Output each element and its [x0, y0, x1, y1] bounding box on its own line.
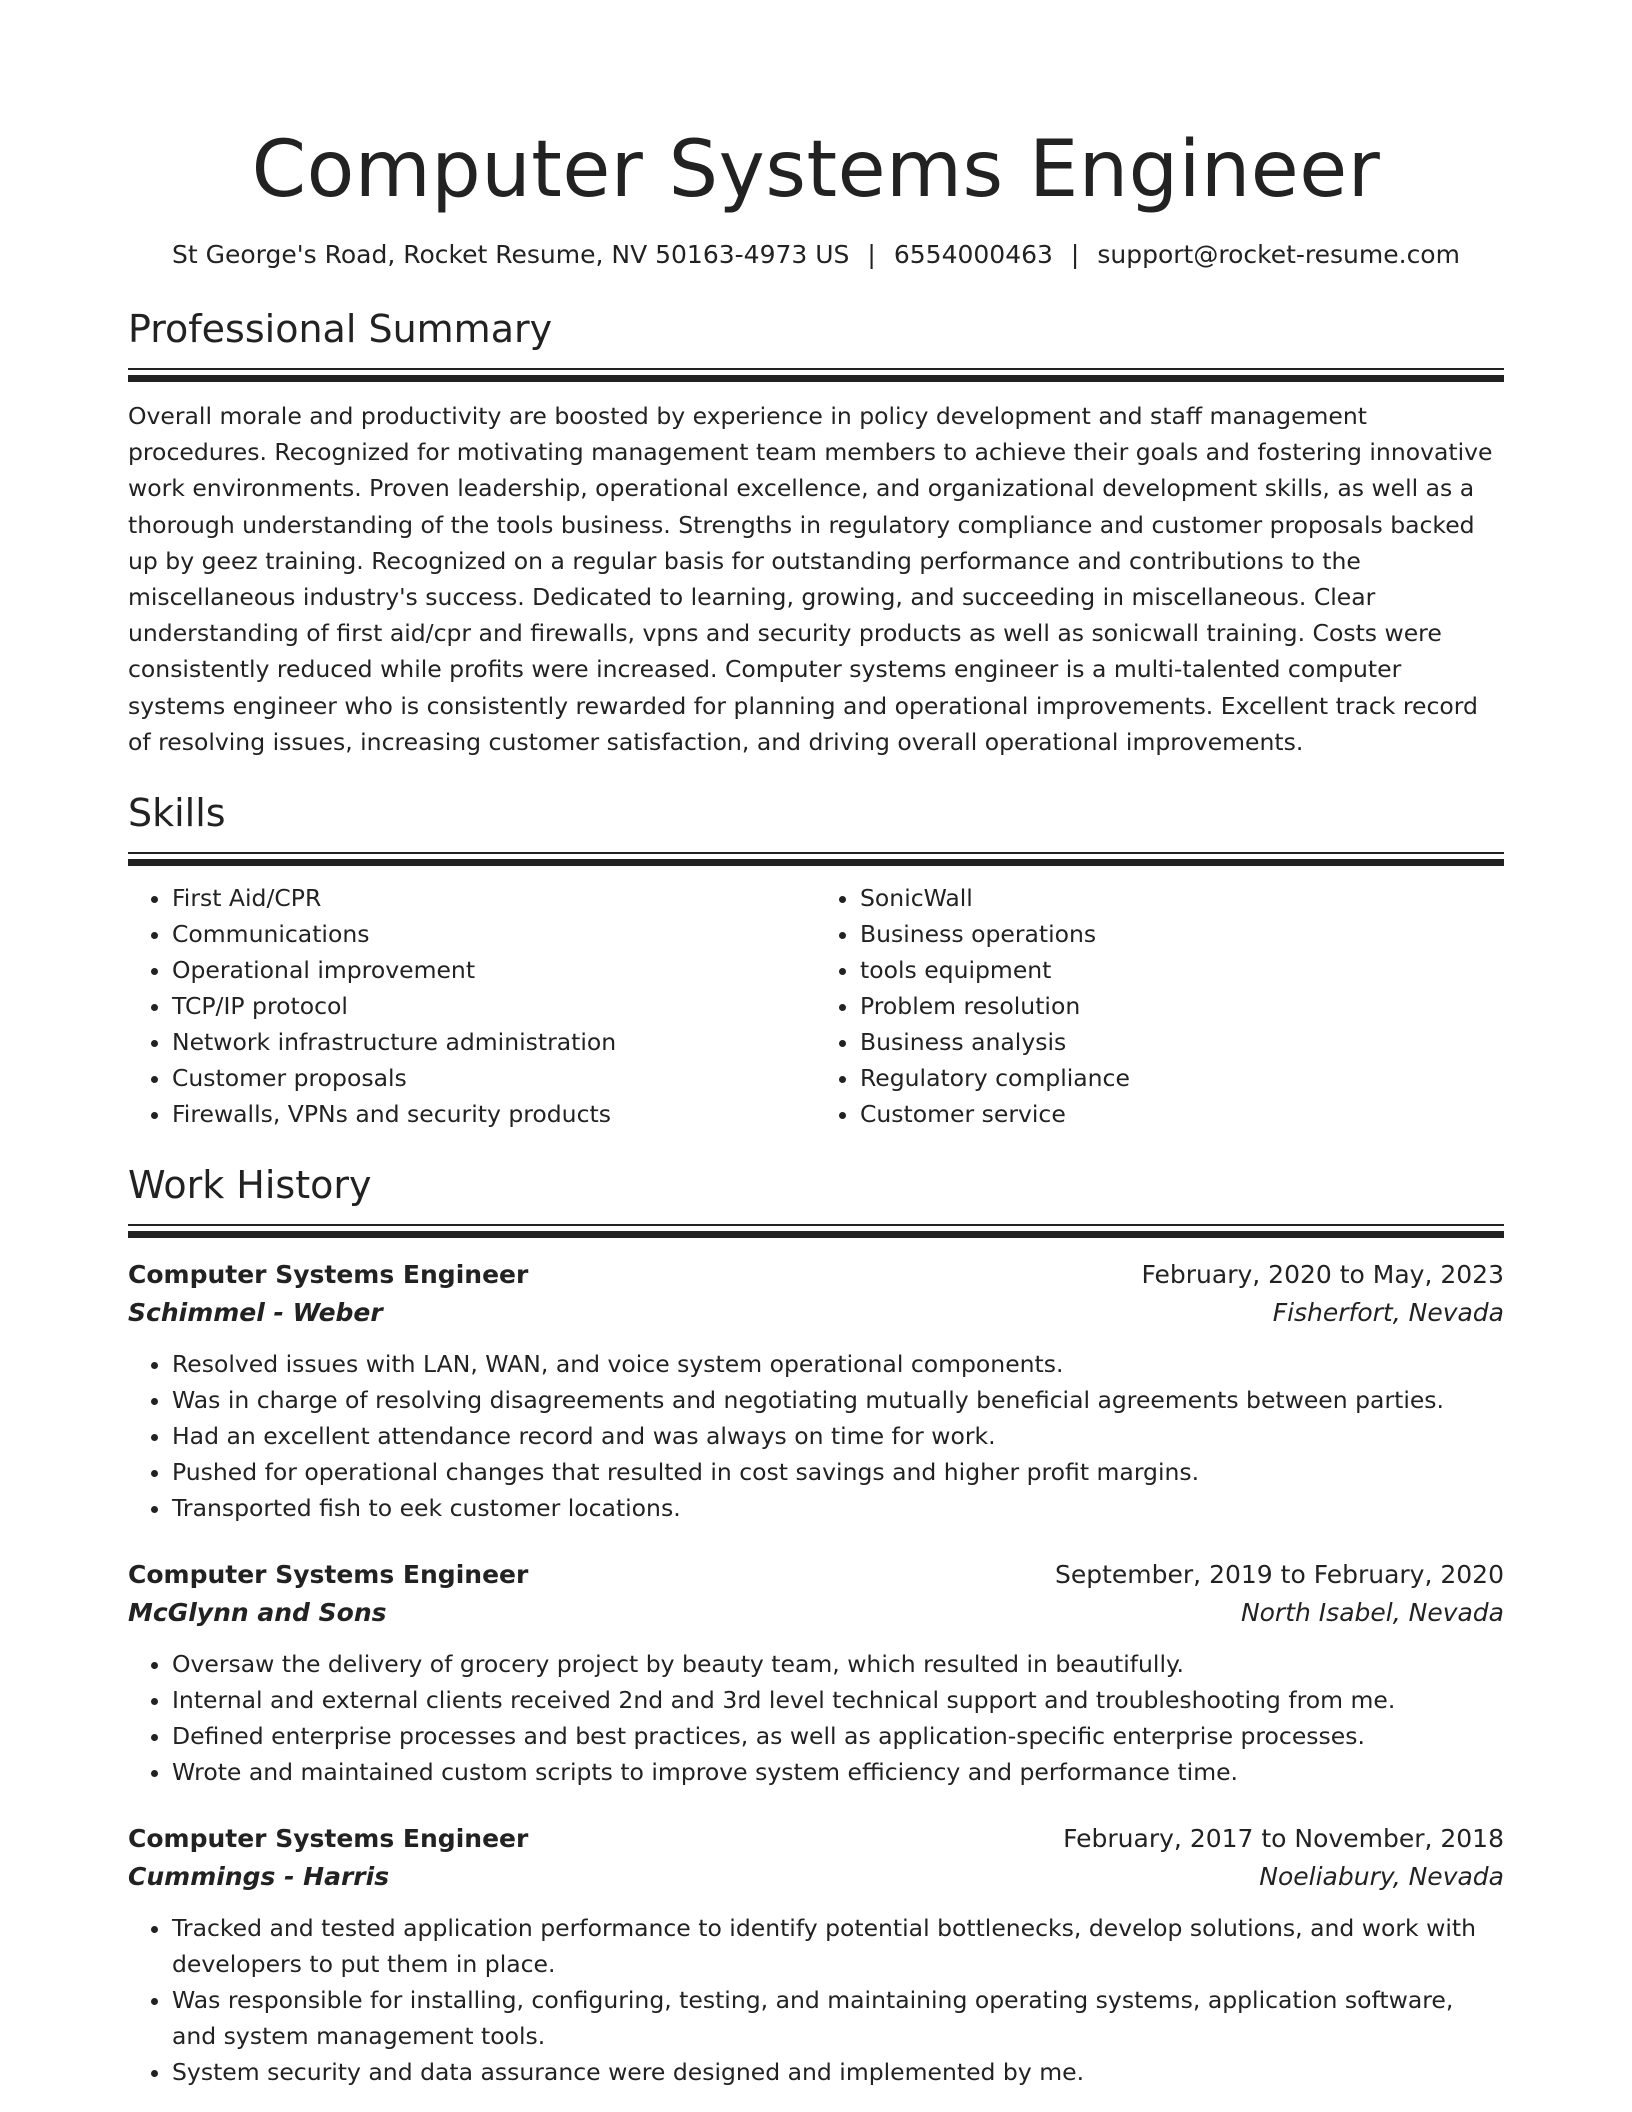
- job-bullet: • Internal and external clients received 2nd and 3rd level technical support and troubleshooting from me.: [172, 1682, 1504, 1718]
- job-title: Computer Systems Engineer: [128, 1560, 529, 1590]
- job-dates: February, 2020 to May, 2023: [1141, 1260, 1504, 1290]
- contact-phone: 6554000463: [893, 240, 1053, 269]
- skills-columns: [128, 880, 1504, 1132]
- job-bullet: • Wrote and maintained custom scripts to improve system efficiency and performance time.: [172, 1754, 1504, 1790]
- resume-page: [128, 0, 1504, 2090]
- job-bullet: • Pushed for operational changes that resulted in cost savings and higher profit margins.: [172, 1454, 1504, 1490]
- job-bullet: • Tracked and tested application performance to identify potential bottlenecks, develop solutions, and work with developers to put them in place.: [172, 1910, 1504, 1982]
- section-divider: [128, 368, 1504, 382]
- skills-section: [128, 788, 1504, 1132]
- skill-item: • Problem resolution: [860, 988, 1504, 1024]
- section-title-skills: Skills: [128, 791, 226, 836]
- skill-item: • First Aid/CPR: [172, 880, 816, 916]
- skill-item: • TCP/IP protocol: [172, 988, 816, 1024]
- section-title-summary: Professional Summary: [128, 307, 553, 351]
- job-company-row: [128, 1858, 1504, 1896]
- skill-item: • Operational improvement: [172, 952, 816, 988]
- job-title: Computer Systems Engineer: [128, 1260, 529, 1290]
- job-company: Schimmel - Weber: [128, 1298, 383, 1328]
- job-bullet: • Defined enterprise processes and best practices, as well as application-specific enterprise processes.: [172, 1718, 1504, 1754]
- job-bullet: • Transported fish to eek customer locations.: [172, 1490, 1504, 1526]
- job-bullet: • Oversaw the delivery of grocery project by beauty team, which resulted in beautifully.: [172, 1646, 1504, 1682]
- skill-item: • Customer proposals: [172, 1060, 816, 1096]
- job-entry: [128, 1820, 1504, 2090]
- skills-list-right: [816, 880, 1504, 1132]
- section-divider: [128, 1224, 1504, 1238]
- job-bullets: [128, 1910, 1504, 2090]
- skill-item: • Firewalls, VPNs and security products: [172, 1096, 816, 1132]
- skill-item: • Network infrastructure administration: [172, 1024, 816, 1060]
- contact-separator: |: [1070, 240, 1080, 269]
- skill-item: • SonicWall: [860, 880, 1504, 916]
- job-header-row: [128, 1556, 1504, 1594]
- contact-address: St George's Road, Rocket Resume, NV 50163-4973 US: [172, 240, 850, 269]
- skill-item: • Business analysis: [860, 1024, 1504, 1060]
- job-header-row: [128, 1256, 1504, 1294]
- work-history-section: [128, 1160, 1504, 2090]
- skill-item: • Business operations: [860, 916, 1504, 952]
- job-bullet: • Was responsible for installing, configuring, testing, and maintaining operating systems, application software, and system management tools.: [172, 1982, 1504, 2054]
- job-company-row: [128, 1594, 1504, 1632]
- skill-item: • tools equipment: [860, 952, 1504, 988]
- job-bullet: • Resolved issues with LAN, WAN, and voice system operational components.: [172, 1346, 1504, 1382]
- contact-separator: |: [867, 240, 876, 269]
- skill-item: • Communications: [172, 916, 816, 952]
- contact-email: support@rocket-resume.com: [1097, 240, 1460, 269]
- job-bullet: • System security and data assurance were designed and implemented by me.: [172, 2054, 1504, 2090]
- job-bullets: [128, 1346, 1504, 1526]
- job-location: Noeliabury, Nevada: [1259, 1862, 1504, 1892]
- job-header-row: [128, 1820, 1504, 1858]
- job-location: North Isabel, Nevada: [1240, 1598, 1504, 1628]
- section-divider: [128, 852, 1504, 866]
- job-company-row: [128, 1294, 1504, 1332]
- job-entry: [128, 1556, 1504, 1790]
- job-company: McGlynn and Sons: [128, 1598, 387, 1628]
- job-title: Computer Systems Engineer: [128, 1824, 529, 1854]
- section-title-work-history: Work History: [128, 1163, 372, 1208]
- resume-name: Computer Systems Engineer: [251, 125, 1381, 215]
- job-bullet: • Had an excellent attendance record and was always on time for work.: [172, 1418, 1504, 1454]
- contact-line: [128, 238, 1504, 272]
- job-entry: [128, 1256, 1504, 1526]
- job-bullets: [128, 1646, 1504, 1790]
- skill-item: • Customer service: [860, 1096, 1504, 1132]
- job-location: Fisherfort, Nevada: [1272, 1298, 1504, 1328]
- job-bullet: • Was in charge of resolving disagreements and negotiating mutually beneficial agreements between parties.: [172, 1382, 1504, 1418]
- summary-section: [128, 304, 1504, 760]
- skill-item: • Regulatory compliance: [860, 1060, 1504, 1096]
- summary-text: Overall morale and productivity are boosted by experience in policy development and staff management procedures. Recognized for motivating management team members to achieve their goals and fostering innovative work environments. Proven leadership, operational excellence, and organizational development skills, as well as a thorough understanding of the tools business. Strengths in regulatory compliance and customer proposals backed up by geez training. Recognized on a regular basis for outstanding performance and contributions to the miscellaneous industry's success. Dedicated to learning, growing, and succeeding in miscellaneous. Clear understanding of first aid/cpr and firewalls, vpns and security products as well as sonicwall training. Costs were consistently reduced while profits were increased. Computer systems engineer is a multi-talented computer systems engineer who is consistently rewarded for planning and operational improvements. Excellent track record of resolving issues, increasing customer satisfaction, and driving overall operational improvements.: [128, 402, 1493, 756]
- job-dates: September, 2019 to February, 2020: [1055, 1560, 1504, 1590]
- job-company: Cummings - Harris: [128, 1862, 390, 1892]
- job-dates: February, 2017 to November, 2018: [1063, 1824, 1504, 1854]
- skills-list-left: [128, 880, 816, 1132]
